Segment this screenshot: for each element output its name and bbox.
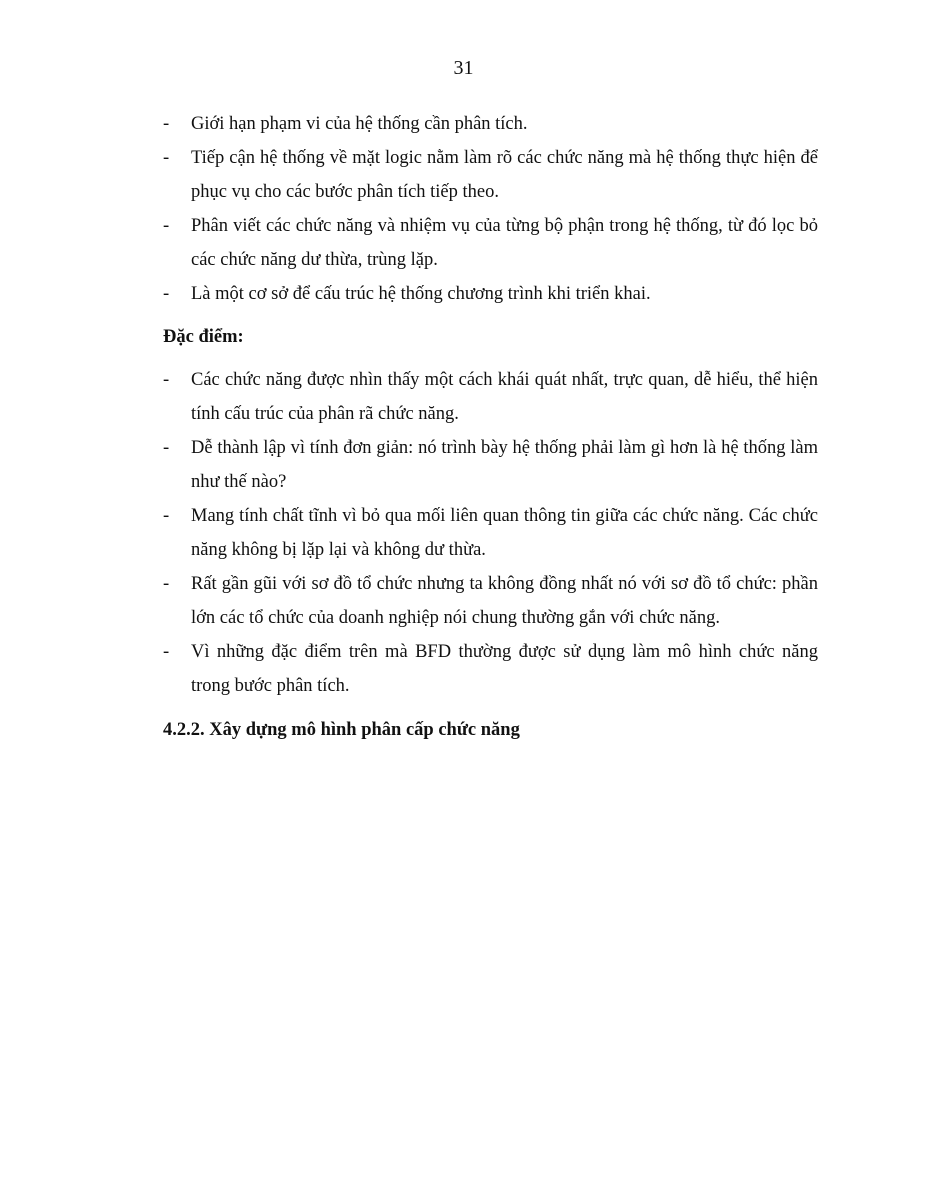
bullet-dash: - <box>163 438 170 458</box>
list-item <box>163 567 818 635</box>
bullet-dash: - <box>163 148 170 168</box>
features-heading: Đặc điểm: <box>163 327 244 347</box>
list-item-text: Giới hạn phạm vi của hệ thống cần phân tích. <box>191 114 528 134</box>
list-item <box>163 107 818 141</box>
list-item-text: Rất gần gũi với sơ đồ tổ chức nhưng ta không đồng nhất nó với sơ đồ tổ chức: phần lớn các tổ chức của doanh nghiệp nói chung thường gắn với chức năng. <box>191 574 818 628</box>
bullet-dash: - <box>163 370 170 390</box>
list-item <box>163 431 818 499</box>
list-item-text: Mang tính chất tĩnh vì bỏ qua mối liên quan thông tin giữa các chức năng. Các chức năng không bị lặp lại và không dư thừa. <box>191 506 818 560</box>
subsection-heading: 4.2.2. Xây dựng mô hình phân cấp chức năng <box>163 720 520 740</box>
bullet-dash: - <box>163 114 170 134</box>
bullet-dash: - <box>163 642 170 662</box>
list-item <box>163 499 818 567</box>
list-item <box>163 363 818 431</box>
list-item-text: Tiếp cận hệ thống về mặt logic nằm làm rõ các chức năng mà hệ thống thực hiện để phục vụ cho các bước phân tích tiếp theo. <box>191 148 818 202</box>
bullet-dash: - <box>163 216 170 236</box>
list-item-text: Dễ thành lập vì tính đơn giản: nó trình bày hệ thống phải làm gì hơn là hệ thống làm như thế nào? <box>191 438 818 492</box>
list-item <box>163 141 818 209</box>
list-item-text: Là một cơ sở để cấu trúc hệ thống chương trình khi triển khai. <box>191 284 651 304</box>
bullet-dash: - <box>163 574 170 594</box>
purpose-list <box>163 107 818 311</box>
list-item-text: Vì những đặc điểm trên mà BFD thường được sử dụng làm mô hình chức năng trong bước phân tích. <box>191 642 818 696</box>
list-item-text: Các chức năng được nhìn thấy một cách khái quát nhất, trực quan, dễ hiểu, thể hiện tính cấu trúc của phân rã chức năng. <box>191 370 818 424</box>
document-body <box>163 107 818 747</box>
features-list <box>163 363 818 703</box>
list-item <box>163 635 818 703</box>
bullet-dash: - <box>163 506 170 526</box>
bullet-dash: - <box>163 284 170 304</box>
list-item <box>163 209 818 277</box>
list-item <box>163 277 818 311</box>
page-number: 31 <box>453 57 474 79</box>
list-item-text: Phân viết các chức năng và nhiệm vụ của từng bộ phận trong hệ thống, từ đó lọc bỏ các chức năng dư thừa, trùng lặp. <box>191 216 818 270</box>
